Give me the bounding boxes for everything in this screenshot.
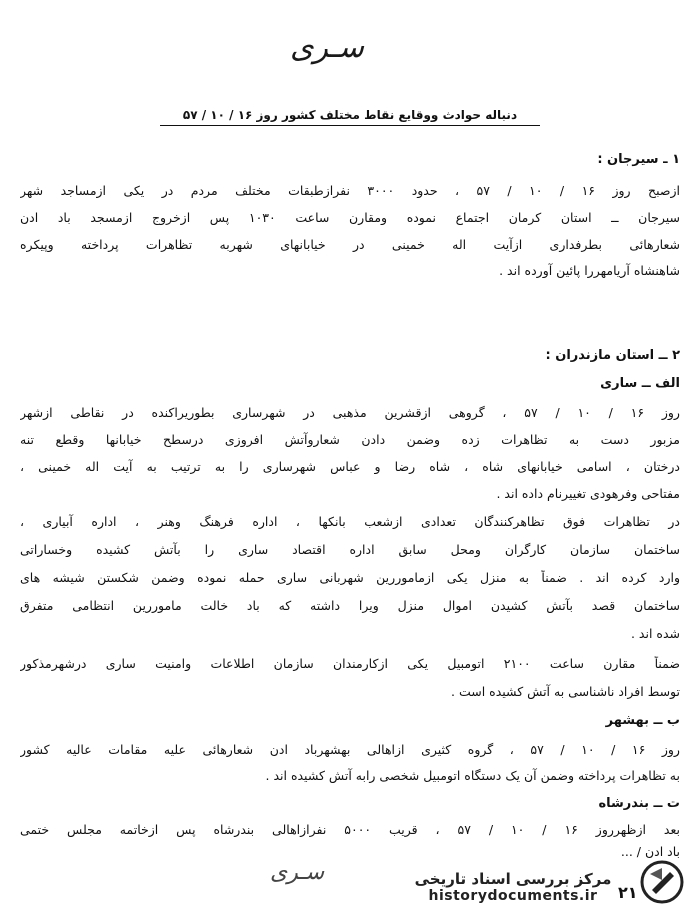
- subsection-a-line: ساختمان سازمان کارگران ومحل سابق اداره اقتصاد ساری را بآتش کشیده وخساراتی: [20, 542, 680, 557]
- subsection-a-line: ضمناً مقارن ساعت ۲۱۰۰ اتومبیل یکی ازکارمندان سازمان اطلاعات وامنیت ساری درشهرمذکور: [20, 656, 680, 671]
- secret-stamp-top: سـری: [290, 30, 364, 65]
- subsection-b-line: روز ۱۶ / ۱۰ / ۵۷ ، گروه کثیری ازاهالی بهشهرباد ادن شعارهائی علیه مقامات عالیه کشور: [20, 742, 680, 757]
- subsection-a-line: روز ۱۶ / ۱۰ / ۵۷ ، گروهی ازقشرین مذهبی در شهرساری بطوریراکنده در نقاطی ازشهر: [20, 405, 680, 420]
- subsection-a-line: مفتاحی وفرهودی تغییرنام داده اند .: [496, 486, 680, 501]
- section-1-line: شعارهائی بطرفداری ازآیت اله خمینی در خیابانهای شهربه تظاهرات پرداخته وپیکره: [20, 237, 680, 252]
- document-title: دنباله حوادث ووقایع نقاط مختلف کشور روز ۱۶ / ۱۰ / ۵۷: [160, 108, 540, 126]
- subsection-a-heading: الف ــ ساری: [600, 376, 680, 391]
- subsection-a-line: وارد کرده اند . ضمناً به منزل یکی ازماموررین شهربانی ساری حمله نموده وضمن شکستن شیشه های: [20, 570, 680, 585]
- subsection-a-line: توسط افراد ناشناسی به آتش کشیده است .: [451, 684, 680, 699]
- subsection-a-line: در تظاهرات فوق تظاهرکنندگان تعدادی ازشعب بانکها ، اداره فرهنگ وهنر ، اداره آبیاری ،: [20, 514, 680, 529]
- page-number: ۲۱: [618, 883, 638, 902]
- section-2-heading: ۲ ــ استان مازندران :: [545, 348, 680, 363]
- section-1-line: ازصبح روز ۱۶ / ۱۰ / ۵۷ ، حدود ۳۰۰۰ نفرازطبقات مختلف مردم در یکی ازمساجد شهر: [20, 183, 680, 198]
- section-1-line: شاهنشاه آریامهررا پائین آورده اند .: [499, 263, 680, 278]
- archive-logo-icon: [640, 860, 684, 904]
- subsection-a-line: درختان ، اسامی خیابانهای شاه ، شاه رضا و عباس شهرساری را به ترتیب به آیت اله خمینی ،: [20, 459, 680, 474]
- subsection-b-heading: ب ــ بهشهر: [605, 713, 680, 728]
- subsection-a-line: مزبور دست به تظاهرات زده وضمن دادن شعاروآتش افروزی درسطح خیابانها وقطع تنه: [20, 432, 680, 447]
- subsection-b-line: به تظاهرات پرداخته وضمن آن یک دستگاه اتومبیل شخصی رابه آتش کشیده اند .: [265, 768, 680, 783]
- subsection-c-line: باد ادن / ...: [620, 844, 680, 859]
- watermark-fa-text: مرکز بررسی اسناد تاریخی: [414, 870, 612, 888]
- watermark-en-text: historydocuments.ir: [428, 888, 598, 904]
- subsection-a-line: ساختمان قصد بآتش کشیدن اموال منزل ویرا داشته که باد خالت ماموررین انتظامی متفرق: [20, 598, 680, 613]
- subsection-a-line: شده اند .: [630, 626, 680, 641]
- subsection-c-line: بعد ازظهرروز ۱۶ / ۱۰ / ۵۷ ، قریب ۵۰۰۰ نفرازاهالی بندرشاه پس ازخاتمه مجلس ختمی: [20, 822, 680, 837]
- secret-stamp-bottom: سـری: [270, 860, 325, 885]
- section-1-heading: ۱ ـ سیرجان :: [597, 152, 680, 167]
- archive-watermark: [398, 870, 628, 904]
- section-1-line: سیرجان ــ استان کرمان اجتماع نموده ومقارن ساعت ۱۰۳۰ پس ازخروج ازمسجد باد ادن: [20, 210, 680, 225]
- subsection-c-heading: ت ــ بندرشاه: [598, 796, 680, 811]
